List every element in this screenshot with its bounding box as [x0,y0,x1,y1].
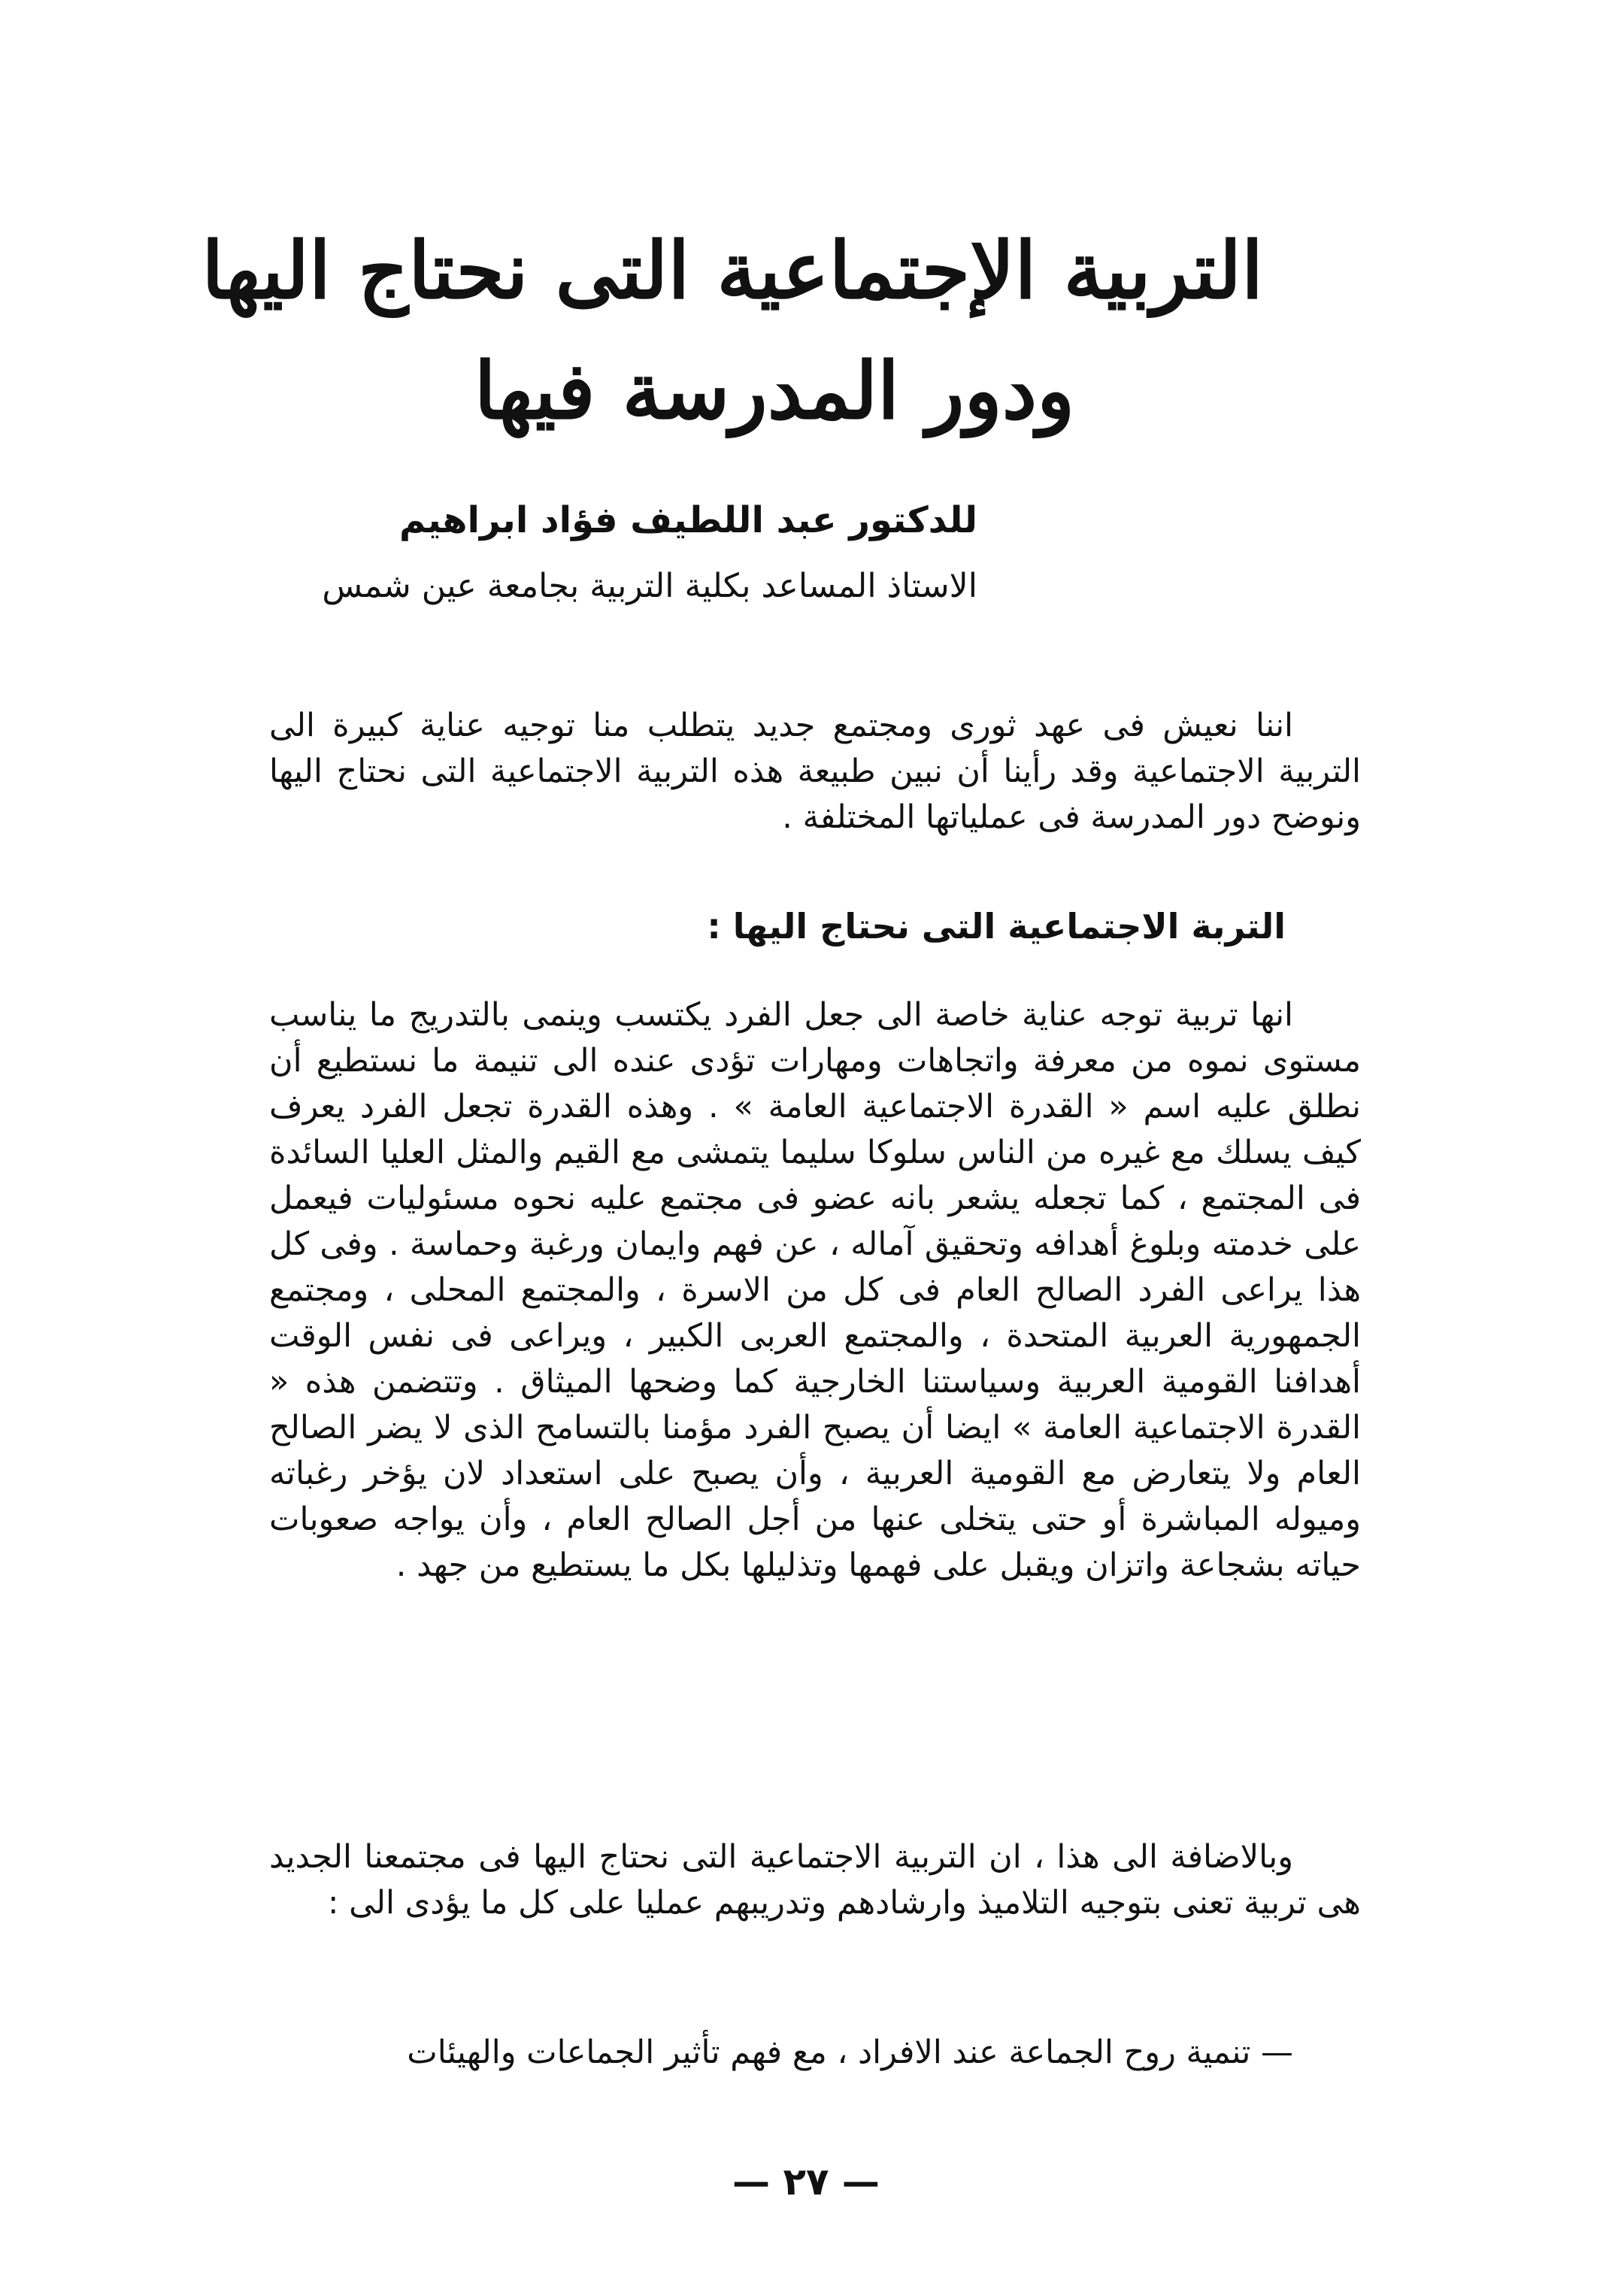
article-title-line-1: التربية الإجتماعية التى نحتاج اليها [202,224,1263,317]
author-name: للدكتور عبد اللطيف فؤاد ابراهيم [398,499,977,541]
bullet-item-1: — تنمية روح الجماعة عند الافراد ، مع فهم تأثير الجماعات والهيئات [407,2034,1293,2071]
section-heading: التربة الاجتماعية التى نحتاج اليها : [707,906,1286,947]
page-number: — ٢٧ — [732,2160,880,2204]
author-affiliation: الاستاذ المساعد بكلية التربية بجامعة عين شمس [322,567,977,605]
body-paragraph-2: وبالاضافة الى هذا ، ان التربية الاجتماعية التى نحتاج اليها فى مجتمعنا الجديد هى تربية تعنى بتوجيه التلاميذ وارشادهم وتدريبهم عمليا على كل ما يؤدى الى : [269,1838,1361,1922]
intro-paragraph: اننا نعيش فى عهد ثورى ومجتمع جديد يتطلب منا توجيه عناية كبيرة الى التربية الاجتماعية وقد رأينا أن نبين طبيعة هذه التربية الاجتماعية التى نحتاج اليها ونوضح دور المدرسة فى عملياتها المختلفة . [269,707,1361,836]
article-title-line-2: ودور المدرسة فيها [474,344,1075,437]
body-paragraph-1: انها تربية توجه عناية خاصة الى جعل الفرد يكتسب وينمى بالتدريج ما يناسب مستوى نموه من معرفة واتجاهات ومهارات تؤدى عنده الى تنيمة ما نستطيع أن نطلق عليه اسم « القدرة الاجتماعية العامة » . وهذه القدرة تجعل الفرد يعرف كيف يسلك مع غيره من الناس سلوكا سليما يتمشى مع القيم والمثل العليا السائدة فى المجتمع ، كما تجعله يشعر بانه عضو فى مجتمع عليه نحوه مسئوليات فيعمل على خدمته وبلوغ أهدافه وتحقيق آماله ، عن فهم وايمان ورغبة وحماسة . وفى كل هذا يراعى الفرد الصالح العام فى كل من الاسرة ، والمجتمع المحلى ، ومجتمع الجمهورية العربية المتحدة ، والمجتمع العربى الكبير ، ويراعى فى نفس الوقت أهدافنا القومية العربية وسياستنا الخارجية كما وضحها الميثاق . وتتضمن هذه « القدرة الاجتماعية العامة » ايضا أن يصبح الفرد مؤمنا بالتسامح الذى لا يضر الصالح العام ولا يتعارض مع القومية العربية ، وأن يصبح على استعداد لان يؤخر رغباته وميوله المباشرة أو حتى يتخلى عنها من أجل الصالح العام ، وأن يواجه صعوبات حياته بشجاعة واتزان ويقبل على فهمها وتذليلها بكل ما يستطيع من جهد . [269,996,1361,1584]
